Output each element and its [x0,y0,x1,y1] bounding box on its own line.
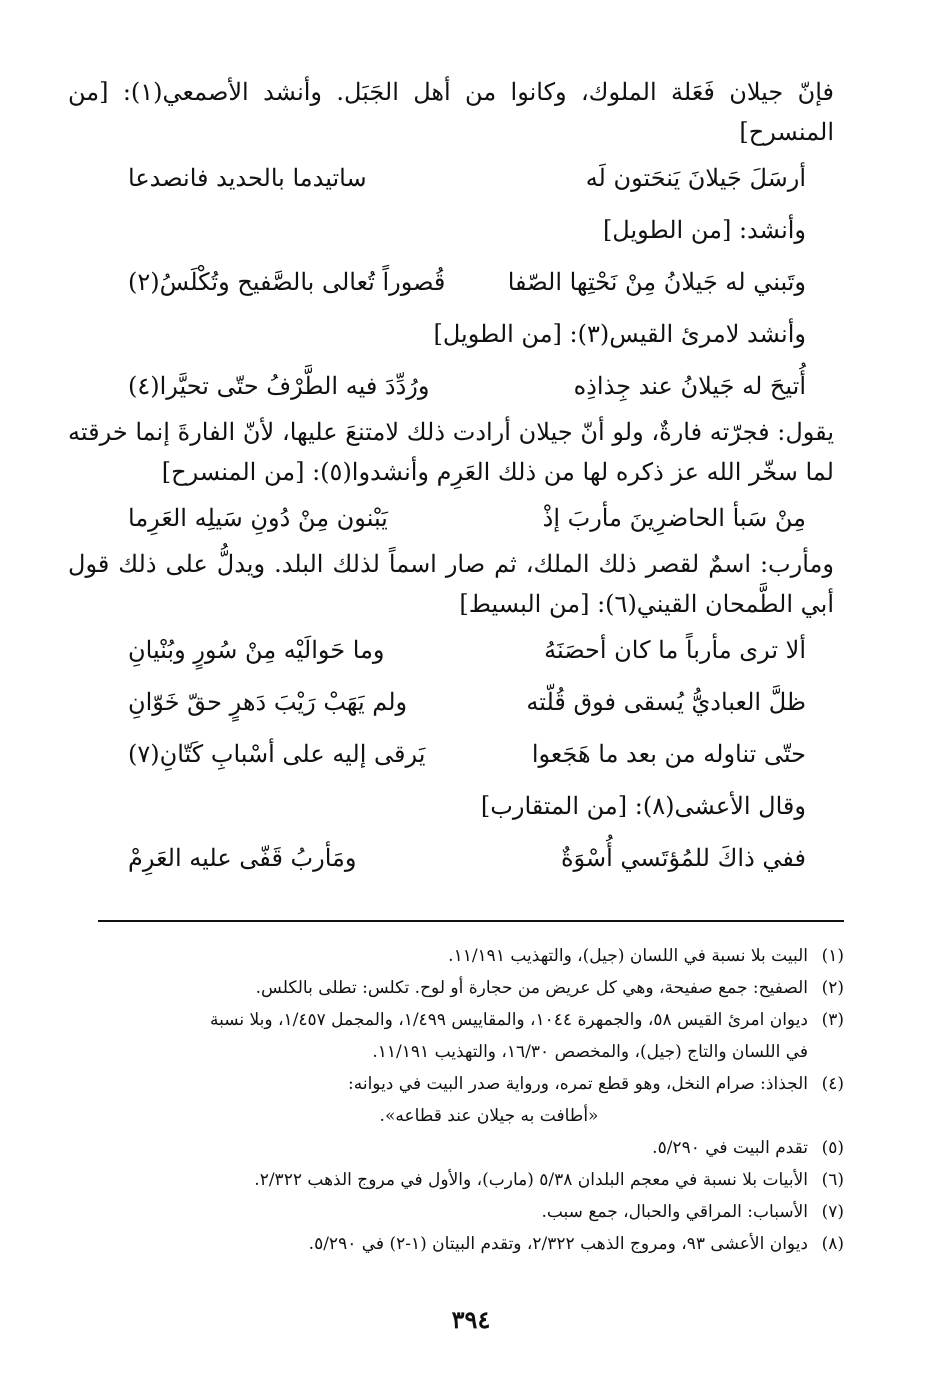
footnote-text: في اللسان والتاج (جيل)، والمخصص ١٦/٣٠، والتهذيب ١١/١٩١. [372,1042,808,1062]
verse-line [68,256,834,308]
footnote [74,1164,844,1196]
footnote-quote [74,1100,844,1132]
footnote [74,1228,844,1260]
recitation-intro: وقال الأعشى(٨): [من المتقارب] [480,792,806,820]
footnote-text: الصفيح: جمع صفيحة، وهي كل عريض من حجارة أو لوح. تكلس: تطلى بالكلس. [255,978,808,998]
verse-line [68,624,834,676]
footnote-text: الأبيات بلا نسبة في معجم البلدان ٥/٣٨ (مارب)، والأول في مروج الذهب ٢/٣٢٢. [254,1170,808,1190]
paragraph: فإنّ جيلان فَعَلة الملوك، وكانوا من أهل الجَبَل. وأنشد الأصمعي(١): [من المنسرح] [68,78,834,146]
footnote-number: (٤) [821,1074,844,1094]
footnote-number: (١) [821,946,844,966]
verse-first-hemistich: مِنْ سَبأ الحاضرِينَ مأربَ إذْ [542,504,806,532]
footnote-text: الجذاذ: صرام النخل، وهو قطع تمره، ورواية صدر البيت في ديوانه: [348,1074,808,1094]
verse-second-hemistich: ومَأربُ قَفّى عليه العَرِمْ [128,844,357,872]
verse-first-hemistich: حتّى تناوله من بعد ما هَجَعوا [531,740,806,768]
footnote-number: (٧) [821,1202,844,1222]
verse-second-hemistich: ساتيدما بالحديد فانصدعا [128,164,367,192]
footnote-text: تقدم البيت في ٥/٢٩٠. [652,1138,808,1158]
verse-line [68,676,834,728]
verse-first-hemistich: أرسَلَ جَيلانَ يَنحَتون لَه [585,164,806,192]
verse-line [68,360,834,412]
footnote [74,972,844,1004]
footnote-continuation [74,1036,844,1068]
main-text [68,72,834,884]
footnote [74,940,844,972]
footnote-text: الأسباب: المراقي والحبال، جمع سبب. [541,1202,808,1222]
footnote-text: ديوان الأعشى ٩٣، ومروج الذهب ٢/٣٢٢، وتقدم البيتان (١-٢) في ٥/٢٩٠. [308,1234,808,1254]
footnote-number: (٣) [821,1010,844,1030]
footnote-text: ديوان امرئ القيس ٥٨، والجمهرة ١٠٤٤، والمقاييس ١/٤٩٩، والمجمل ١/٤٥٧، وبلا نسبة [209,1010,808,1030]
verse-first-hemistich: ظلَّ العباديُّ يُسقى فوق قُلّته [526,688,806,716]
footnote-number: (٦) [821,1170,844,1190]
recitation-intro: وأنشد: [من الطويل] [602,216,806,244]
footnote-number: (٥) [821,1138,844,1158]
verse-second-hemistich: ولم يَهَبْ رَيْبَ دَهرٍ حقّ خَوّانِ [128,688,408,716]
recitation-intro: وأنشد لامرئ القيس(٣): [من الطويل] [433,320,806,348]
verse-line [68,832,834,884]
footnote-number: (٨) [821,1234,844,1254]
verse-line [68,492,834,544]
footnote-number: (٢) [821,978,844,998]
footnote [74,1132,844,1164]
verse-second-hemistich: ورُدِّدَ فيه الطَّرْفُ حتّى تحيَّرا(٤) [128,372,430,400]
verse-first-hemistich: ألا ترى مأرباً ما كان أحصَنَهُ [544,636,806,664]
verse-second-hemistich: وما حَوالَيْه مِنْ سُورٍ وبُنْيانِ [128,636,385,664]
footnote [74,1068,844,1100]
footnote [74,1196,844,1228]
verse-line [68,728,834,780]
paragraph: يقول: فجرّته فارةٌ، ولو أنّ جيلان أرادت ذلك لامتنعَ عليها، لأنّ الفارةَ إنما خرقته لما سخّر الله عز ذكره لها من ذلك العَرِم وأنشدوا(٥): [من المنسرح] [68,418,834,486]
footnote-text: البيت بلا نسبة في اللسان (جيل)، والتهذيب ١١/١٩١. [448,946,808,966]
verse-second-hemistich: يَرقى إليه على أسْبابِ كَتّانِ(٧) [128,740,426,768]
verse-line [68,152,834,204]
verse-first-hemistich: ففي ذاكَ للمُؤتَسي أُسْوَةٌ [560,844,806,872]
verse-first-hemistich: وتَبني له جَيلانُ مِنْ نَحْتِها الصّفا [507,268,806,296]
footnotes [74,940,844,1260]
verse-first-hemistich: أُتيحَ له جَيلانُ عند جِذاذِه [573,372,806,400]
verse-second-hemistich: قُصوراً تُعالى بالصَّفيح وتُكْلَسُ(٢) [128,268,446,296]
footnote [74,1004,844,1036]
footnote-separator [98,920,844,922]
footnote-text: «أطافت به جيلان عند قطاعه». [379,1106,599,1126]
page-number: ٣٩٤ [451,1305,491,1334]
paragraph: ومأرب: اسمٌ لقصر ذلك الملك، ثم صار اسماً لذلك البلد. ويدلُّ على ذلك قول أبي الطَّمحان القيني(٦): [من البسيط] [68,550,835,618]
verse-second-hemistich: يَبْنون مِنْ دُونِ سَيلِه العَرِما [128,504,388,532]
